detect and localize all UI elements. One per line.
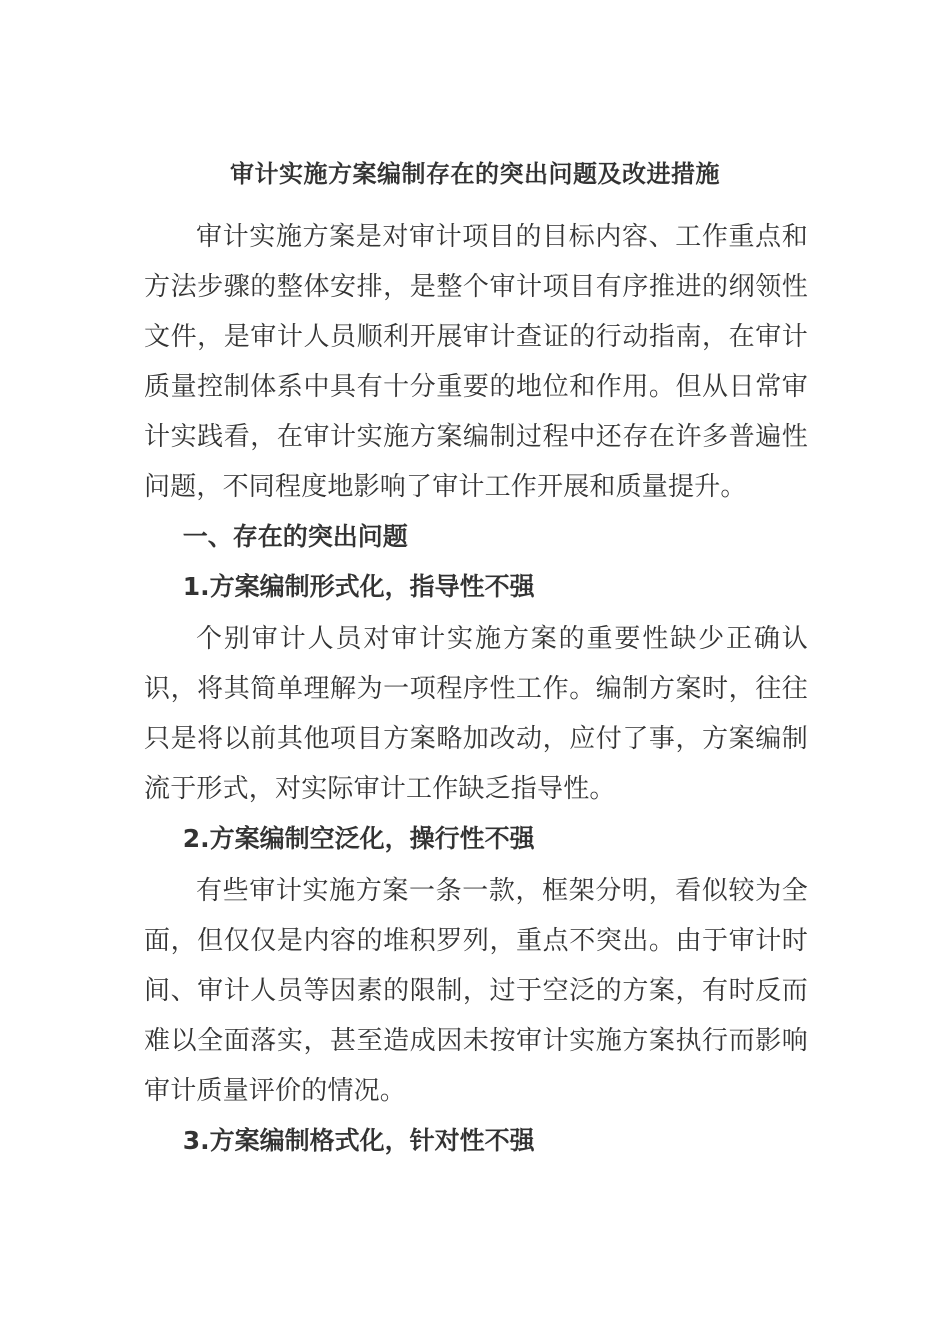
- item-paragraph-1: 个别审计人员对审计实施方案的重要性缺少正确认识，将其简单理解为一项程序性工作。编制方案时，往往只是将以前其他项目方案略加改动，应付了事，方案编制流于形式，对实际审计工作缺乏指导性。: [144, 624, 808, 804]
- item-heading-3: 3.方案编制格式化，针对性不强: [182, 1126, 535, 1155]
- intro-paragraph: 审计实施方案是对审计项目的目标内容、工作重点和方法步骤的整体安排，是整个审计项目有序推进的纲领性文件，是审计人员顺利开展审计查证的行动指南，在审计质量控制体系中具有十分重要的地位和作用。但从日常审计实践看，在审计实施方案编制过程中还存在许多普遍性问题，不同程度地影响了审计工作开展和质量提升。: [144, 222, 808, 502]
- document-title: 审计实施方案编制存在的突出问题及改进措施: [230, 160, 720, 188]
- section-heading-problems: 一、存在的突出问题: [182, 522, 408, 551]
- item-heading-1: 1.方案编制形式化，指导性不强: [182, 572, 535, 601]
- item-heading-2: 2.方案编制空泛化，操行性不强: [182, 824, 535, 853]
- item-paragraph-2: 有些审计实施方案一条一款，框架分明，看似较为全面，但仅仅是内容的堆积罗列，重点不突出。由于审计时间、审计人员等因素的限制，过于空泛的方案，有时反而难以全面落实，甚至造成因未按审计实施方案执行而影响审计质量评价的情况。: [144, 876, 808, 1106]
